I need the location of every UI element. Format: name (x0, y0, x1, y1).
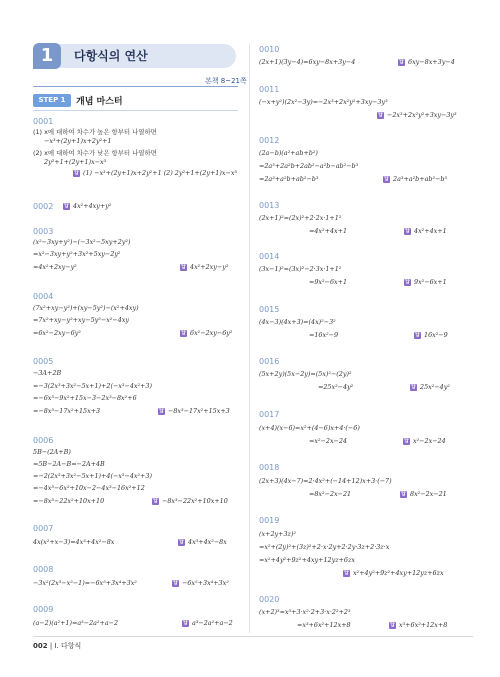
answer (63, 202, 111, 210)
answer-text: −8x³−17x²+15x+3 (168, 407, 230, 415)
solution-line: (2x+1)²=(2x)²+2·2x·1+1² (259, 214, 342, 222)
solution-line: −x³+(2y+1)x+2y²+1 (44, 137, 112, 145)
solution-line: =−8x³−22x²+10x+10 (33, 497, 105, 505)
step-badge: STEP 1 (33, 94, 71, 107)
solution-line: −3x²(2x³−x²−1)=−6x⁵+3x⁴+3x² (33, 579, 137, 587)
answer-icon: 답 (401, 490, 406, 497)
footer-divider (33, 636, 473, 637)
answer (414, 331, 448, 339)
answer-text: x²−2x−24 (413, 437, 446, 445)
answer-text: 6x²−2xy−6y² (190, 329, 233, 337)
problem-number: 0013 (259, 201, 280, 210)
solution-line: =16x²−9 (309, 331, 339, 339)
problem-number: 0008 (33, 565, 54, 574)
solution-line: (2a−b)(a²+ab+b²) (259, 149, 318, 157)
step-divider (33, 110, 238, 111)
solution-line: =4x²+2xy−y² (33, 263, 77, 271)
solution-line: =7x²+xy−y²+xy−5y²−x²−4xy (33, 316, 129, 324)
answer-text: 25x²−4y² (420, 383, 450, 391)
page-reference: 본책 8~21쪽 (205, 77, 247, 85)
answer-text: 4x²+4xy+y² (73, 202, 112, 210)
answer-icon: 답 (378, 111, 383, 118)
answer (152, 497, 228, 505)
solution-line: (5x+2y)(5x−2y)=(5x)²−(2y)² (259, 370, 352, 378)
problem-number: 0003 (33, 227, 54, 236)
solution-line: (x+2y+3z)² (259, 530, 296, 538)
chapter-number-badge: 1 (33, 43, 61, 69)
problem-number: 0015 (259, 305, 280, 314)
problem-number: 0009 (33, 605, 54, 614)
answer (377, 111, 457, 119)
solution-line: 4x(x²+x−3)=4x³+4x²−8x (33, 538, 115, 546)
solution-line: =5B−2A−B=−2A+4B (33, 460, 105, 468)
problem-number: 0001 (33, 117, 54, 126)
header-divider (33, 86, 238, 87)
problem-number: 0019 (259, 516, 280, 525)
solution-line: =9x²−6x+1 (309, 278, 348, 286)
solution-line: (2x+1)(3y−4)=6xy−8x+3y−4 (259, 58, 356, 66)
solution-line: 5B−(2A+B) (33, 448, 71, 456)
solution-line: =−4x³−6x²+10x−2−4x³−16x²+12 (33, 484, 145, 492)
answer-icon: 답 (399, 58, 404, 65)
solution-line: =8x²−2x−21 (309, 490, 352, 498)
solution-line: =x²+(2y)²+(3z)²+2·x·2y+2·2y·3z+2·3z·x (259, 543, 390, 551)
solution-line: =x²−3xy+y²+3x²+5xy−2y² (33, 250, 121, 258)
page-number: 002 (33, 642, 48, 650)
problem-number: 0006 (33, 436, 54, 445)
answer (182, 619, 233, 627)
problem-number: 0011 (259, 85, 280, 94)
solution-line: =2a³+2a²b+2ab²−a²b−ab²−b³ (259, 162, 359, 170)
column-divider (249, 43, 250, 633)
answer (383, 175, 447, 183)
answer-icon: 답 (390, 621, 395, 628)
answer-text: −6x⁵+3x⁴+3x² (182, 579, 229, 587)
answer (343, 569, 444, 577)
answer-icon: 답 (179, 538, 184, 545)
answer-text: −8x³−22x²+10x+10 (162, 497, 228, 505)
answer-text: −2x³+2x²y²+3xy−3y³ (387, 111, 457, 119)
answer-icon: 답 (183, 619, 188, 626)
answer (400, 490, 447, 498)
solution-line: (7x²+xy−y²)+(xy−5y²)−(x²+4xy) (33, 304, 139, 312)
answer-icon: 답 (64, 202, 69, 209)
answer-icon: 답 (173, 579, 178, 586)
answer-text: 9x²−6x+1 (414, 278, 447, 286)
answer (398, 58, 455, 66)
solution-line: =−2(2x³+3x²−5x+1)+4(−x³−4x²+3) (33, 472, 152, 480)
solution-line: (a−2)(a²+1)=a³−2a²+a−2 (33, 619, 119, 627)
footer: 002 | Ⅰ. 다항식 (33, 642, 82, 650)
answer (389, 621, 447, 629)
answer (73, 169, 237, 177)
solution-line: =2a³+a²b+ab²−b³ (259, 175, 319, 183)
problem-number: 0007 (33, 524, 54, 533)
solution-line: (1) x에 대하여 차수가 높은 항부터 나열하면 (33, 128, 157, 136)
answer-text: 2a³+a²b+ab²−b³ (393, 175, 448, 183)
section-name: Ⅰ. 다항식 (54, 642, 82, 650)
answer (180, 329, 232, 337)
problem-number: 0016 (259, 357, 280, 366)
solution-line: =x²−2x−24 (309, 437, 348, 445)
answer-text: 4x²+2xy−y² (190, 263, 229, 271)
answer (404, 278, 447, 286)
answer-icon: 답 (74, 169, 79, 176)
problem-number: 0002 (33, 202, 54, 211)
answer-text: a³−2a²+a−2 (192, 619, 233, 627)
step-label: 개념 마스터 (76, 97, 123, 107)
solution-line: (4x−3)(4x+3)=(4x)²−3² (259, 318, 336, 326)
answer (404, 227, 447, 235)
solution-line: (x+4)(x−6)=x²+(4−6)x+4·(−6) (259, 424, 360, 432)
problem-number: 0012 (259, 136, 280, 145)
answer-icon: 답 (344, 569, 349, 576)
problem-number: 0014 (259, 252, 280, 261)
answer-text: 6xy−8x+3y−4 (408, 58, 455, 66)
problem-number: 0020 (259, 595, 280, 604)
solution-line: −3A+2B (33, 369, 62, 377)
solution-line: =25x²−4y² (318, 383, 354, 391)
answer-icon: 답 (181, 329, 186, 336)
solution-line: (3x−1)²=(3x)²−2·3x·1+1² (259, 265, 342, 273)
problem-number: 0018 (259, 463, 280, 472)
answer (403, 437, 446, 445)
answer-icon: 답 (411, 383, 416, 390)
answer-icon: 답 (159, 407, 164, 414)
solution-line: =6x²−2xy−6y² (33, 329, 81, 337)
answer-icon: 답 (181, 263, 186, 270)
chapter-title: 다항식의 연산 (74, 49, 148, 63)
solution-line: (−x+y²)(2x²−3y)=−2x³+2x²y²+3xy−3y³ (259, 98, 388, 106)
solution-line: =x³+6x²+12x+8 (297, 621, 351, 629)
solution-line: =−3(2x³+3x²−5x+1)+2(−x³−4x²+3) (33, 382, 152, 390)
solution-line: =−8x³−17x²+15x+3 (33, 407, 101, 415)
answer-text: 4x³+4x²−8x (188, 538, 227, 546)
answer-text: x²+4y²+9z²+4xy+12yz+6zx (353, 569, 444, 577)
answer (180, 263, 228, 271)
answer-icon: 답 (415, 331, 420, 338)
answer-icon: 답 (405, 278, 410, 285)
solution-line: (x²−3xy+y²)−(−3x²−5xy+2y²) (33, 238, 131, 246)
solution-line: (2x+3)(4x−7)=2·4x²+(−14+12)x+3·(−7) (259, 477, 392, 485)
answer (172, 579, 229, 587)
answer (158, 407, 230, 415)
problem-number: 0004 (33, 292, 54, 301)
solution-line: =4x²+4x+1 (309, 227, 348, 235)
answer-icon: 답 (404, 437, 409, 444)
problem-number: 0017 (259, 410, 280, 419)
problem-number: 0010 (259, 45, 280, 54)
answer-text: (1) −x³+(2y+1)x+2y²+1 (2) 2y²+1+(2y+1)x−x³ (83, 169, 237, 177)
answer-text: 16x²−9 (424, 331, 448, 339)
answer-text: x³+6x²+12x+8 (399, 621, 448, 629)
answer-text: 4x²+4x+1 (414, 227, 447, 235)
answer-icon: 답 (153, 497, 158, 504)
solution-line: =−6x³−9x²+15x−3−2x³−8x²+6 (33, 394, 137, 402)
solution-line: (x+2)³=x³+3·x²·2+3·x·2²+2³ (259, 608, 351, 616)
problem-number: 0005 (33, 357, 54, 366)
solution-line: 2y²+1+(2y+1)x−x³ (44, 158, 107, 166)
solution-line: =x²+4y²+9z²+4xy+12yz+6zx (259, 556, 355, 564)
answer-icon: 답 (384, 175, 389, 182)
answer-text: 8x²−2x−21 (410, 490, 447, 498)
answer (410, 383, 450, 391)
solution-line: (2) x에 대하여 차수가 낮은 항부터 나열하면 (33, 149, 157, 157)
answer-icon: 답 (405, 227, 410, 234)
answer (178, 538, 227, 546)
